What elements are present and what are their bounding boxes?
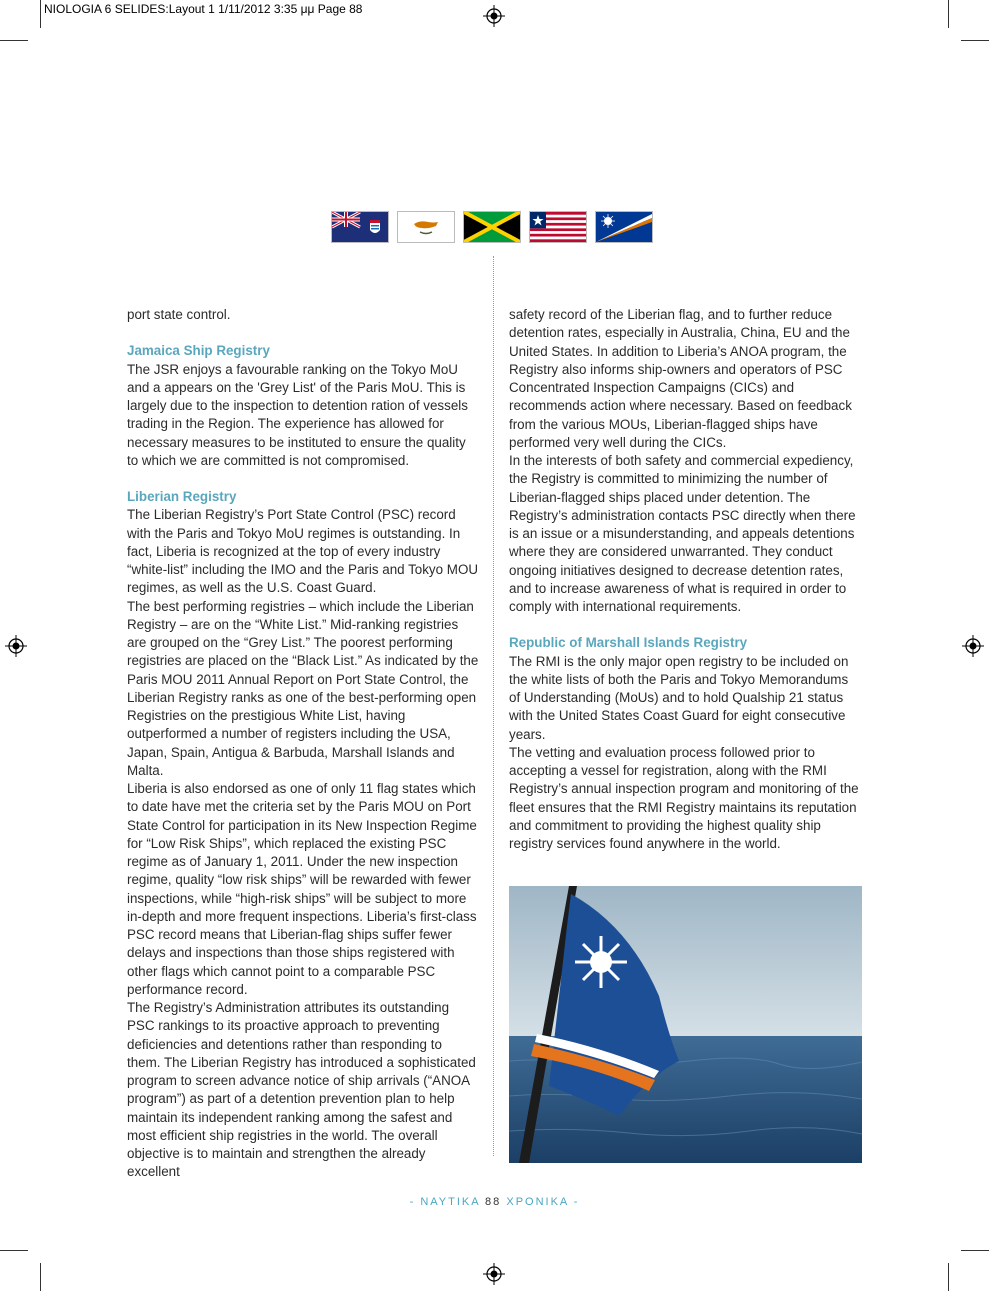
- crop-mark: [961, 40, 989, 41]
- crop-mark: [40, 0, 41, 28]
- registration-mark-icon: [962, 635, 984, 657]
- liberia-flag-icon: [530, 212, 586, 242]
- crop-mark: [0, 1250, 28, 1251]
- crop-mark: [961, 1250, 989, 1251]
- liberia-paragraph-4: The Registry’s Administration attributes its outstanding PSC rankings to its proactive approach to preventing deficiencies and detentions rather than responding to them. The Liberian Registry has introduced a sophisticated program to screen advance notice of ship arrivals (“ANOA program”) as part of a detention prevention plan to help maintain its independent ranking among the safest and most efficient ship registries in the world. The overall objective is to maintain and strengthen the already excellent: [127, 1000, 476, 1180]
- marshall-heading: Republic of Marshall Islands Registry: [509, 635, 748, 651]
- left-column: [127, 306, 479, 1182]
- footer-right-text: ΧΡΟΝΙΚΑ -: [506, 1196, 580, 1208]
- liberia-paragraph-1: The Liberian Registry’s Port State Control (PSC) record with the Paris and Tokyo MoU regimes is outstanding. In fact, Liberia is recognized at the top of every industry “white-list” including the IMO and the Paris and Tokyo MOU regimes, as well as the U.S. Coast Guard.: [127, 507, 479, 596]
- print-slug: NIOLOGIA 6 SELIDES:Layout 1 1/11/2012 3:35 μμ Page 88: [44, 2, 363, 16]
- cyprus-flag-icon: [398, 212, 454, 242]
- liberia-paragraph-3: Liberia is also endorsed as one of only 11 flag states which to date have met the criteria set by the Paris MOU on Port State Control for participation in its New Inspection Regime for “Low Risk Ships”, which replaced the existing PSC regime as of January 1, 2011. Under the new inspection regime, quality “low risk ships” will be rewarded with fewer inspections, while “high-risk ships” will be subject to more in-depth and more frequent inspections. Liberia’s first-class PSC record means that Liberian-flag ships suffer fewer delays and inspections than those ships registered with other flags which cannot point to a comparable PSC performance record.: [127, 781, 477, 997]
- right-column: [509, 306, 861, 853]
- liberia-continued-paragraph-1: safety record of the Liberian flag, and to further reduce detention rates, especially in Australia, China, EU and the United States. In addition to Liberia’s ANOA program, the Registry also informs ship-owners and operators of PSC Concentrated Inspection Campaigns (CICs) and recommends action where necessary. Based on feedback from the various MOUs, Liberian-flagged ships have performed very well during the CICs.: [509, 307, 852, 450]
- intro-text: port state control.: [127, 307, 231, 322]
- liberia-continued-paragraph-2: In the interests of both safety and commercial expediency, the Registry is committed to minimizing the number of Liberian-flagged ships placed under detention. The Registry’s administration contacts PSC directly when there is an issue or a misunderstanding, and appeals detentions where they are considered unwarranted. They conduct ongoing initiatives designed to decrease detention rates, and to increase awareness of what is required in order to comply with international requirements.: [509, 453, 856, 614]
- registration-mark-icon: [483, 1263, 505, 1285]
- registration-mark-icon: [483, 5, 505, 27]
- jamaica-paragraph: The JSR enjoys a favourable ranking on the Tokyo MoU and a appears on the 'Grey List' of the Paris MoU. This is largely due to the inspection to detention ration of vessels trading in the Region. The experience has allowed for necessary measures to be instituted to ensure the quality to which we are committed is not compromised.: [127, 361, 468, 468]
- registration-mark-icon: [5, 635, 27, 657]
- crop-mark: [948, 1263, 949, 1291]
- liberia-heading: Liberian Registry: [127, 489, 237, 504]
- jamaica-flag-icon: [464, 212, 520, 242]
- footer-left-text: - ΝΑΥΤΙΚΑ: [409, 1196, 480, 1208]
- crop-mark: [0, 40, 28, 41]
- page-footer: [0, 1196, 989, 1208]
- crop-mark: [948, 0, 949, 28]
- liberia-paragraph-2: The best performing registries – which include the Liberian Registry – are on the “White List.” Mid-ranking registries are grouped on the “Grey List.” The poorest performing registries are placed on the “Black List.” As indicated by the Paris MOU 2011 Annual Report on Port State Control, the Liberian Registry ranks as one of the best-performing open Registries on the prestigious White List, having outperformed a number of registers including the USA, Japan, Spain, Antigua & Barbuda, Marshall Islands and Malta.: [127, 598, 479, 778]
- marshall-islands-flag-icon: [596, 212, 652, 242]
- page-number: 88: [485, 1196, 502, 1208]
- crop-mark: [40, 1263, 41, 1291]
- column-divider: [493, 256, 494, 1156]
- marshall-flag-sea-photo: [509, 886, 862, 1163]
- marshall-paragraph-1: The RMI is the only major open registry to be included on the white lists of both the Paris and Tokyo Memorandums of Understanding (MoUs) and to hold Qualship 21 status with the United States Coast Guard for eight consecutive years.: [509, 653, 849, 742]
- flags-row: [332, 212, 652, 242]
- cayman-islands-flag-icon: [332, 212, 388, 242]
- jamaica-heading: Jamaica Ship Registry: [127, 343, 270, 359]
- marshall-paragraph-2: The vetting and evaluation process followed prior to accepting a vessel for registration, along with the RMI Registry’s annual inspection program and monitoring of the fleet ensures that the RMI Registry maintains its reputation and commitment to providing the highest quality ship registry services found anywhere in the world.: [509, 744, 859, 851]
